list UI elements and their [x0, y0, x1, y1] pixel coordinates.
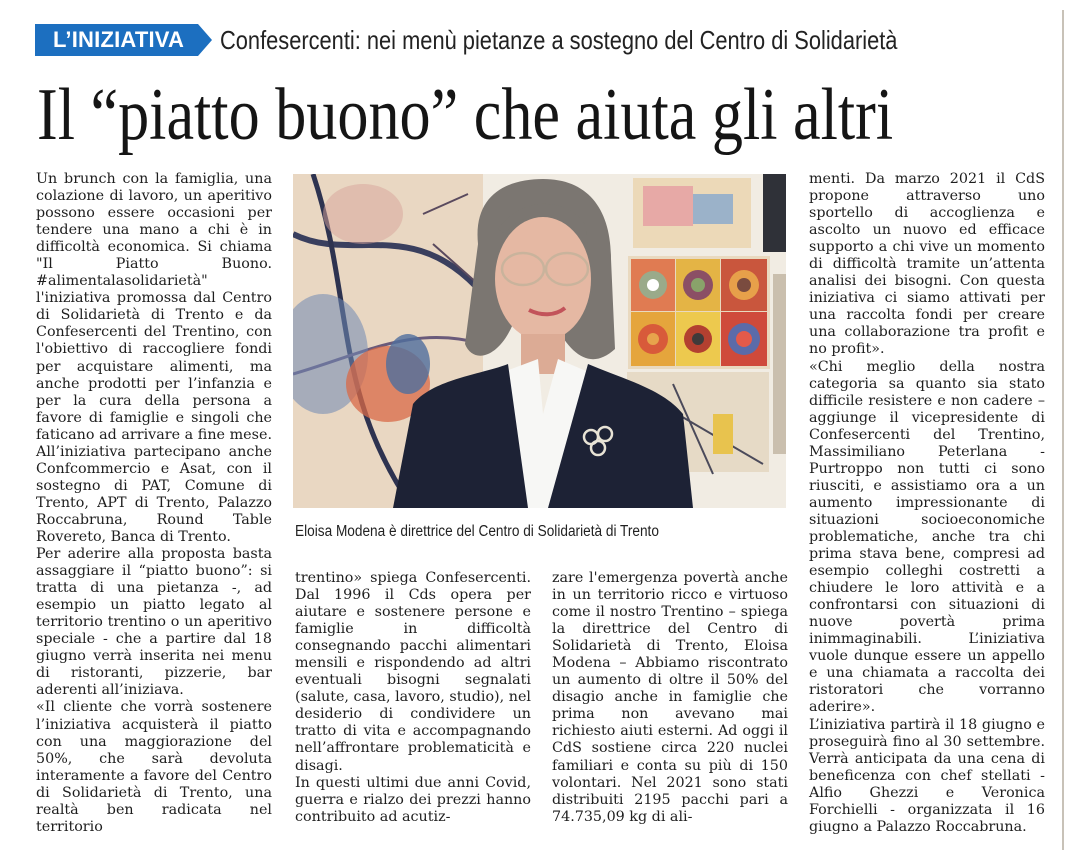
- headline: Il “piatto buono” che aiuta gli altri: [37, 74, 894, 156]
- photo-caption: Eloisa Modena è direttrice del Centro di Solidarietà di Trento: [295, 523, 659, 540]
- paragraph: trentino» spiega Confesercenti. Dal 1996 il Cds opera per aiutare e sostenere persone e famiglie in difficoltà consegnando pacchi alimentari mensili e rispondendo ad altri eventuali bisogni segnalati (salute, casa, lavoro, studio), nel desiderio di condividere un tratto di vita e accompagnando nell’affrontare problematicità e disagi.: [295, 570, 531, 774]
- page-edge-rule: [1062, 10, 1064, 850]
- paragraph: Per aderire alla proposta basta assaggiare il “piatto buono”: si tratta di una pietanza -, ad esempio un piatto legato al territorio trentino o un aperitivo speciale - che a partire dal 18 giugno verrà inserita nei menu di ristoranti, pizzerie, bar aderenti all’iniziava.: [36, 546, 272, 699]
- paragraph: In questi ultimi due anni Covid, guerra e rialzo dei prezzi hanno contribuito ad acutiz-: [295, 774, 531, 825]
- paragraph: «Il cliente che vorrà sostenere l’iniziativa acquisterà il piatto con una maggiorazione del 50%, che sarà devoluta interamente a favore del Centro di Solidarietà di Trento, una realtà ben radicata nel territorio: [36, 699, 272, 835]
- paragraph: Un brunch con la famiglia, una colazione di lavoro, un aperitivo possono essere occasioni per tendere una mano a chi è in difficoltà economica. Si chiama "Il Piatto Buono. #alimentalasolidarietà" l'iniziativa promossa dal Centro di Solidarietà di Trento e da Confesercenti del Trentino, con l'obiettivo di raccogliere fondi per acquistare alimenti, ma anche prodotti per l’infanzia e per la cura della persona a favore di famiglie e singoli che faticano ad arrivare a fine mese. All’iniziativa partecipano anche Confcommercio e Asat, con il sostegno di PAT, Comune di Trento, APT di Trento, Palazzo Roccabruna, Round Table Rovereto, Banca di Trento.: [36, 171, 272, 545]
- article-column-3: [552, 570, 788, 826]
- paragraph: «Chi meglio della nostra categoria sa quanto sia stato difficile resistere e non cadere – aggiunge il vicepresidente di Confesercenti del Trentino, Massimiliano Peterlana - Purtroppo non tutti ci sono riusciti, e assistiamo ora a un aumento impressionante di situazioni socioeconomiche problematiche, anche tra chi prima stava bene, compresi ad esempio colleghi costretti a chiudere le loro attività e a confrontarsi con situazioni di nuove povertà prima inimmaginabili. L’iniziativa vuole dunque essere un appello e una chiamata a raccolta dei ristoratori che vorranno aderire».: [809, 358, 1045, 716]
- section-tag: L’INIZIATIVA: [35, 24, 198, 56]
- kicker: Confesercenti: nei menù pietanze a sostegno del Centro di Solidarietà: [220, 24, 898, 55]
- paragraph: zare l'emergenza povertà anche in un territorio ricco e virtuoso come il nostro Trentino – spiega la direttrice del Centro di Solidarietà di Trento, Eloisa Modena – Abbiamo riscontrato un aumento di oltre il 50% del disagio anche in famiglie che prima non avevano mai richiesto aiuti esterni. Ad oggi il CdS sostiene circa 220 nuclei familiari e conta su più di 150 volontari. Nel 2021 sono stati distribuiti 2195 pacchi pari a 74.735,09 kg di ali-: [552, 570, 788, 825]
- article-column-2: [295, 570, 531, 826]
- header-row: [35, 23, 1027, 57]
- paragraph: menti. Da marzo 2021 il CdS propone attraverso uno sportello di accoglienza e ascolto un nuovo ed efficace supporto a chi vive un momento di difficoltà tramite un’attenta analisi dei bisogni. Con questa iniziativa ci siamo attivati per una raccolta fondi per creare una collaborazione tra profit e no profit».: [809, 171, 1045, 358]
- paragraph: L’iniziativa partirà il 18 giugno e proseguirà fino al 30 settembre. Verrà anticipata da una cena di beneficenza con chef stellati - Alfio Ghezzi e Veronica Forchielli - organizzata il 16 giugno a Palazzo Roccabruna.: [809, 716, 1045, 835]
- portrait-image: [293, 174, 786, 508]
- article-column-1: [36, 171, 272, 836]
- article-column-4: [809, 171, 1045, 836]
- photo: [293, 174, 786, 508]
